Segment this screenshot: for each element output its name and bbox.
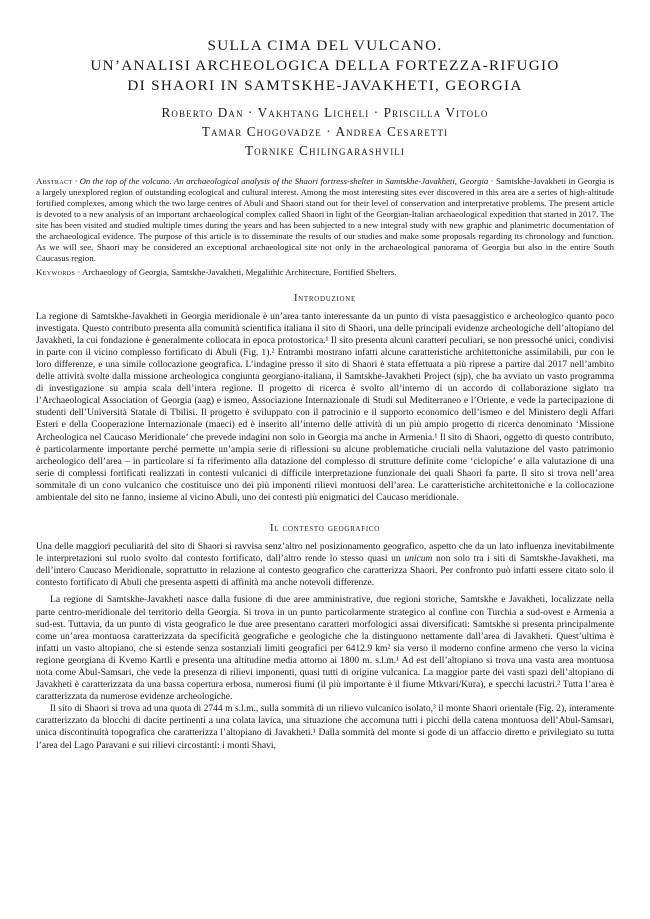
title-line-1: SULLA CIMA DEL VULCANO. <box>207 37 443 54</box>
author-list <box>36 103 614 160</box>
title-line-2: UN’ANALISI ARCHEOLOGICA DELLA FORTEZZA-RIFUGIO <box>90 57 560 74</box>
authors-line-2: Tamar Chogovadze · Andrea Cesaretti <box>201 124 449 139</box>
geo-paragraph-1 <box>36 541 614 589</box>
geo-paragraph-3: Il sito di Shaori si trova ad una quota di 2744 m s.l.m., sulla sommità di un rilievo vulcanico isolato,³ il monte Shaori orientale (Fig. 2), interamente caratterizzato da blocchi di dacite pertinenti a una colata lavica, una situazione che accomuna tutti i picchi della catena montuosa dell’Abul-Samsari, unica discontinuità topografica che caratterizza l’altopiano di Javakheti.¹ Dalla sommità del monte si gode di un affaccio diretto e privilegiato su tutta l’area del Lago Paravani e sui rilievi circostanti: i monti Shavi, <box>36 703 614 751</box>
intro-paragraph: La regione di Samtskhe-Javakheti in Georgia meridionale è un’area tanto interessante da un punto di vista paesaggistico e archeologico quanto poco investigata. Questo contributo presenta alla comunità scientifica italiana il sito di Shaori, una delle principali evidenze archeologiche dell’altopiano del Javakheti, la cui fondazione è generalmente collocata in epoca protostorica.¹ Il sito presenta alcuni caratteri peculiari, se non pressoché unici, condivisi in parte con il vicino complesso fortificato di Abuli (Fig. 1).² Entrambi mostrano infatti alcune caratteristiche architettoniche assimilabili, pur con le loro differenze, e una simile collocazione geografica. L’indagine presso il sito di Shaori è stata effettuata a più riprese a partire dal 2017 nell’ambito delle attività svolte dalla missione archeologica congiunta georgiano-italiana, il Samtskhe-Javakheti Project (sjp), che ha avviato un vasto programma di investigazione su ampia scala dell’intera regione. Il progetto di ricerca è svolto all’interno di un accordo di collaborazione siglato tra l’Archaeological Association of Georgia (aag) e ismeo, Associazione Internazionale di Studi sul Mediterraneo e l’Oriente, e vede la partecipazione di studenti dell’Università Statale di Tbilisi. Il progetto è sviluppato con il patrocinio e il supporto economico dell’ismeo e del Ministero degli Affari Esteri e della Cooperazione Internazionale (maeci) ed è inserito all’interno delle attività di un più ampio progetto di ricerca denominato ‘Missione Archeologica nel Caucaso Meridionale’ che prevede indagini non solo in Georgia ma anche in Armenia.¹ Il sito di Shaori, oggetto di questo contributo, è particolarmente importante perché permette un’ampia serie di riflessioni su alcune problematiche cruciali nella valutazione del vasto patrimonio archeologico dell’area – in particolare si fa riferimento alla datazione del complesso di strutture definite come ‘ciclopiche’ e alla valutazione di una serie di complessi fortificati realizzati in contesti vulcanici di difficile interpretazione funzionale dei quali Shaori fa parte. Il sito si trova nell’area sommitale di un cono vulcanico che costituisce uno dei più imponenti rilievi montuosi dell’area. Le caratteristiche architettoniche e la collocazione ambientale del sito ne fanno, insieme al vicino Abuli, uno dei contesti più enigmatici del Caucaso meridionale. <box>36 310 614 503</box>
title-line-3: DI SHAORI IN SAMTSKHE-JAVAKHETI, GEORGIA <box>127 77 523 94</box>
keywords-label: Keywords <box>36 267 76 278</box>
section-heading-introduzione: Introduzione <box>293 292 357 304</box>
authors-line-1: Roberto Dan · Vakhtang Licheli · Priscilla Vitolo <box>161 105 489 120</box>
authors-line-3: Tornike Chilingarashvili <box>244 143 406 158</box>
abstract <box>36 176 614 264</box>
geo-paragraph-1-part-a: Una delle maggiori peculiarità del sito di Shaori si ravvisa senz’altro nel posizionamento geografico, aspetto che da un lato influenza inevitabilmente le interpretazioni sul ruolo svolto dal contesto fortificato, dall’altro rende lo stesso quasi un <box>36 541 614 565</box>
section-heading-contesto-geografico: Il contesto geografico <box>270 523 380 535</box>
article-title <box>36 36 614 96</box>
geo-paragraph-1-part-b: non solo tra i siti di Samtskhe-Javakheti, ma dell’intero Caucaso Meridionale, soprattutto in relazione al contesto geografico che caratterizza Shaori. Per confronto può infatti essere citato solo il contesto fortificato di Abuli che presenta aspetti di affinità ma anche notevoli differenze. <box>36 553 614 589</box>
keywords-text: · Archaeology of Georgia, Samtskhe-Javakheti, Megalithic Architecture, Fortified Shelters. <box>75 267 397 278</box>
keywords <box>36 267 614 278</box>
geo-paragraph-2: La regione di Samtskhe-Javakheti nasce dalla fusione di due aree amministrative, due regioni storiche, Samtskhe e Javakheti, localizzate nella parte centro-meridionale del territorio della Georgia. Si trova in un punto particolarmente strategico al confine con Turchia a sud-ovest e Armenia a sud-est. Tuttavia, da un punto di vista geografico le due aree presentano caratteri morfologici assai diversificati: Samtskhe si presenta principalmente come un’area montuosa caratterizzata da specificità geografiche e geologiche che la distinguono nettamente dall’area di Javakheti. Quest’ultima è infatti un vasto altopiano, che si estende senza sostanziali limiti geografici per 6412.9 km² sia verso il moderno confine armeno che verso la vicina regione georgiana di Kvemo Kartli e presenta una altitudine media attorno ai 1800 m. s.l.m.¹ Ad est dell’altopiano si trova una vasta area montuosa nota come Abul-Samsari, che vede la presenza di rilievi imponenti, quasi tutti di origine vulcanica. La maggior parte dei vasti spazi dell’altopiano di Javakheti è caratterizzata da una bassa copertura erbosa, numerosi fiumi (il più importante è il fiume Mtkvari/Kura), e specchi lacustri.² Tutta l’area è caratterizzata da numerose evidenze archeologiche. <box>36 594 614 703</box>
abstract-label: Abstract <box>36 176 73 186</box>
abstract-text: · Samtskhe-Javakheti in Georgia is a largely unexplored region of outstanding ecological and cultural interest. Among the most interesting sites ever discovered in this area are a series of high-altitude fortified complexes, among which the two large centres of Abuli and Shaori stand out for their level of conservation and interpretative problems. The present article is devoted to a new analysis of an important archaeological complex called Shaori in light of the Georgian-Italian archaeological expedition that started in 2017. The site has been visited and studied multiple times during the years and has been subjected to a new integral study with new graphic and planimetric documentation of the archaeological evidence. The purpose of this article is to disseminate the results of our studies and make some proposals regarding its chronology and function. As we will see, Shaori may be considered an exceptional archaeological site not only in the archaeological panorama of Georgia but also in the entire South Caucasus region. <box>36 176 615 264</box>
geo-paragraph-1-emphasis: unicum <box>404 553 433 565</box>
abstract-english-title: · On the top of the volcano. An archaeological analysis of the Shaori fortress-shelter in Samtskhe-Javakheti, Georgia <box>72 176 489 186</box>
